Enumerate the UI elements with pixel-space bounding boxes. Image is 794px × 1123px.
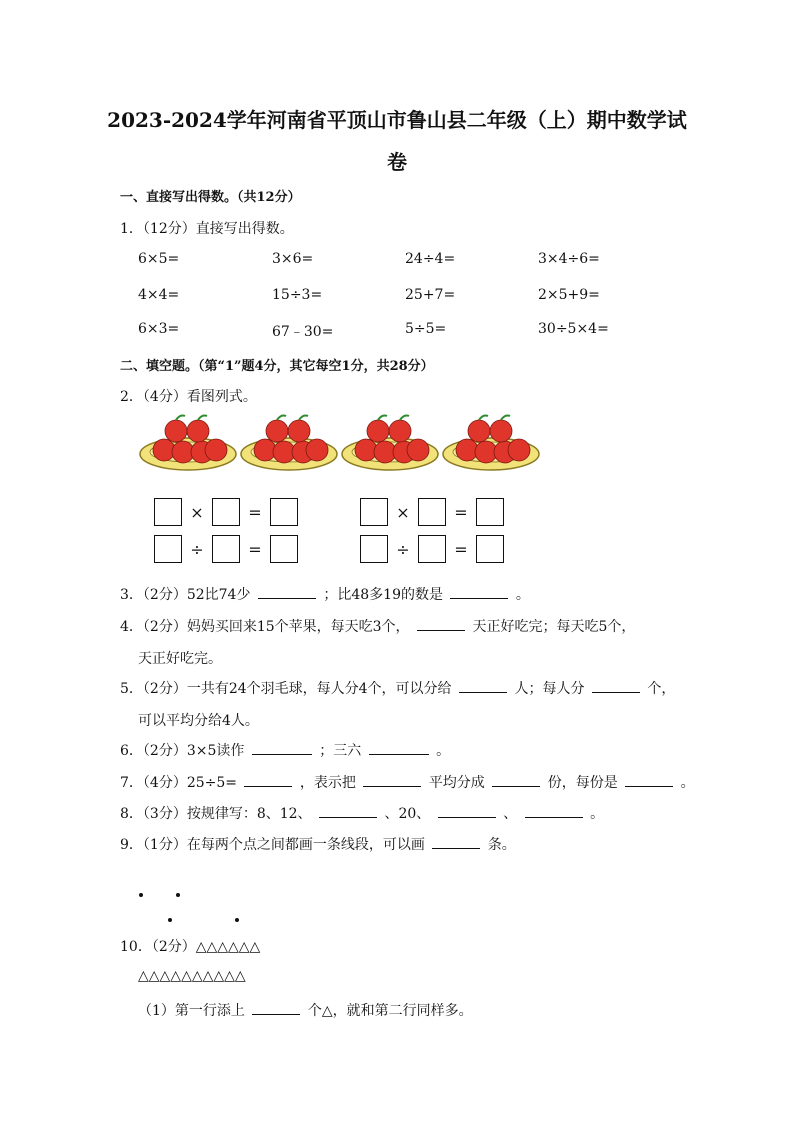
answer-box[interactable]: [270, 498, 298, 526]
answer-box[interactable]: [476, 535, 504, 563]
q5-text-b: 人；每人分: [514, 681, 585, 697]
question-4: [120, 616, 635, 636]
calc-r2-c2: 15÷3=: [272, 287, 323, 303]
q6-text-a: 6．（2分）3×5读作: [120, 743, 245, 759]
q10-text-d: 个△，就和第二行同样多。: [307, 1003, 473, 1019]
q8-text-d: 。: [590, 806, 605, 822]
point-dot: [168, 918, 172, 922]
calc-r2-c1: 4×4=: [138, 287, 180, 303]
apple-plate-3: [342, 416, 438, 471]
calc-r1-c4: 3×4÷6=: [538, 251, 600, 267]
q8-blank-3[interactable]: [525, 804, 583, 818]
q8-text-a: 8．（3分）按规律写：8、12、: [120, 806, 312, 822]
equals-sign: =: [454, 539, 468, 559]
q4-blank-1[interactable]: [417, 617, 465, 631]
q5-text-c: 个，: [647, 681, 676, 697]
section-1-heading: 一、直接写出得数。（共12分）: [120, 190, 301, 205]
question-10-sub1: [138, 1000, 473, 1020]
question-9: [120, 834, 516, 854]
q10-text-c: （1）第一行添上: [138, 1003, 245, 1019]
answer-box[interactable]: [154, 535, 182, 563]
question-4-cont: 天正好吃完。: [138, 651, 222, 667]
q7-blank-1[interactable]: [244, 773, 292, 787]
q7-text-e: 。: [680, 775, 695, 791]
question-10-row2: △△△△△△△△△△: [138, 968, 246, 984]
answer-row-divide-left: [154, 535, 298, 563]
equals-sign: =: [454, 502, 468, 522]
q7-text-d: 份，每份是: [547, 775, 618, 791]
apple-plates-illustration: [138, 412, 548, 474]
calc-r1-c2: 3×6=: [272, 251, 314, 267]
question-10: 10．（2分）△△△△△△: [120, 939, 261, 955]
calc-r3-c3: 5÷5=: [405, 321, 447, 337]
equals-sign: =: [248, 539, 262, 559]
q8-text-b: 、20、: [384, 806, 431, 822]
page-title-line2: 卷: [387, 150, 407, 174]
answer-row-multiply-left: [154, 498, 298, 526]
question-6: [120, 740, 450, 760]
q6-blank-1[interactable]: [252, 741, 312, 755]
point-dot: [139, 893, 143, 897]
times-sign: ×: [396, 502, 410, 522]
q10-blank-1[interactable]: [252, 1001, 300, 1015]
answer-row-multiply-right: [360, 498, 504, 526]
q3-blank-2[interactable]: [450, 585, 508, 599]
section-2-heading: 二、填空题。（第“1”题4分，其它每空1分，共28分）: [120, 359, 434, 374]
answer-box[interactable]: [212, 535, 240, 563]
point-dot: [235, 918, 239, 922]
answer-box[interactable]: [360, 498, 388, 526]
question-8: [120, 803, 604, 823]
calc-r3-c4: 30÷5×4=: [538, 321, 609, 337]
apple-plate-4: [443, 416, 539, 471]
q5-text-a: 5．（2分）一共有24个羽毛球，每人分4个，可以分给: [120, 681, 452, 697]
answer-box[interactable]: [154, 498, 182, 526]
q7-blank-4[interactable]: [625, 773, 673, 787]
calc-r1-c3: 24÷4=: [405, 251, 456, 267]
answer-box[interactable]: [418, 498, 446, 526]
q6-blank-2[interactable]: [369, 741, 429, 755]
q7-text-b: ，表示把: [299, 775, 356, 791]
calc-r1-c1: 6×5=: [138, 251, 180, 267]
q9-blank-1[interactable]: [432, 835, 480, 849]
answer-box[interactable]: [212, 498, 240, 526]
equals-sign: =: [248, 502, 262, 522]
q3-text-b: ；比48多19的数是: [323, 587, 443, 603]
question-5-cont: 可以平均分给4人。: [138, 713, 259, 729]
times-sign: ×: [190, 502, 204, 522]
question-3: [120, 584, 530, 604]
calc-r2-c4: 2×5+9=: [538, 287, 600, 303]
q7-blank-3[interactable]: [492, 773, 540, 787]
question-2: 2．（4分）看图列式。: [120, 389, 257, 405]
answer-box[interactable]: [360, 535, 388, 563]
q7-text-c: 平均分成: [428, 775, 485, 791]
q4-text-b: 天正好吃完；每天吃5个，: [472, 619, 636, 635]
q5-blank-1[interactable]: [459, 679, 507, 693]
q6-text-c: 。: [436, 743, 451, 759]
q3-text-a: 3．（2分）52比74少: [120, 587, 251, 603]
q9-text-a: 9．（1分）在每两个点之间都画一条线段，可以画: [120, 837, 425, 853]
apple-plate-2: [241, 416, 337, 471]
q8-text-c: 、: [503, 806, 518, 822]
question-5: [120, 678, 675, 698]
answer-box[interactable]: [270, 535, 298, 563]
calc-r2-c3: 25+7=: [405, 287, 456, 303]
question-1: 1．（12分）直接写出得数。: [120, 221, 294, 237]
divide-sign: ÷: [396, 539, 410, 559]
q3-blank-1[interactable]: [258, 585, 316, 599]
q5-blank-2[interactable]: [592, 679, 640, 693]
q4-text-a: 4．（2分）妈妈买回来15个苹果，每天吃3个，: [120, 619, 410, 635]
question-7: [120, 772, 695, 792]
q8-blank-1[interactable]: [319, 804, 377, 818]
answer-box[interactable]: [418, 535, 446, 563]
point-dot: [176, 893, 180, 897]
divide-sign: ÷: [190, 539, 204, 559]
apple-plate-1: [140, 416, 236, 471]
q8-blank-2[interactable]: [438, 804, 496, 818]
calc-r3-c2: 67﹣30=: [272, 324, 334, 340]
page-title-line1: 2023-2024学年河南省平顶山市鲁山县二年级（上）期中数学试: [107, 108, 687, 132]
answer-box[interactable]: [476, 498, 504, 526]
answer-row-divide-right: [360, 535, 504, 563]
calc-r3-c1: 6×3=: [138, 321, 180, 337]
q9-text-b: 条。: [487, 837, 516, 853]
q7-text-a: 7．（4分）25÷5=: [120, 775, 237, 791]
q3-text-c: 。: [515, 587, 530, 603]
q6-text-b: ；三六: [319, 743, 362, 759]
q7-blank-2[interactable]: [363, 773, 421, 787]
